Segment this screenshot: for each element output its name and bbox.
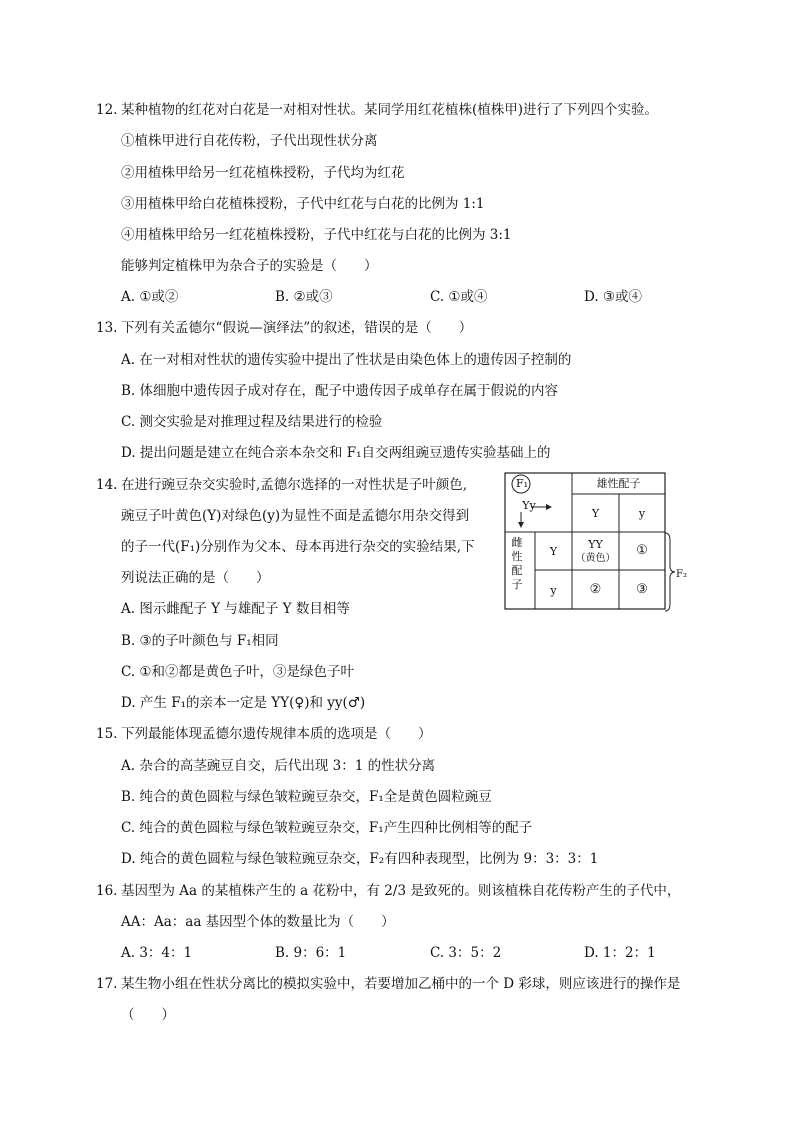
option-a[interactable]: A. 图示雌配子 Y 与雄配子 Y 数目相等 [121,601,350,617]
question-number: 15. [96,726,118,742]
option-c[interactable]: C. 纯合的黄色圆粒与绿色皱粒豌豆杂交，F₁产生四种比例相等的配子 [121,820,533,836]
statement-item: ②用植株甲给另一红花植株授粉，子代均为红花 [121,165,405,181]
female-gamete-header: 雌性配子 [511,536,523,591]
question-stem-line: AA：Aa：aa 基因型个体的数量比为（ ） [121,914,395,930]
male-gamete-y: y [638,507,646,520]
option-d[interactable]: D. 1：2：1 [584,945,656,961]
question-stem-line: 的子一代(F₁)分别作为父本、母本再进行杂交的实验结果,下 [121,539,475,555]
option-b[interactable]: B. 体细胞中遗传因子成对存在，配子中遗传因子成单存在属于假说的内容 [121,383,559,399]
option-b[interactable]: B. 9：6：1 [275,945,347,961]
question-number: 13. [96,320,118,336]
cell-2: ② [589,582,602,597]
option-c[interactable]: C. ①和②都是黄色子叶，③是绿色子叶 [121,664,355,680]
question-number: 17. [96,976,118,992]
option-b[interactable]: B. ③的子叶颜色与 F₁相同 [121,633,279,649]
question-number: 14. [96,477,118,493]
option-b[interactable]: B. 纯合的黄色圆粒与绿色皱粒豌豆杂交，F₁全是黄色圆粒豌豆 [121,789,492,805]
statement-item: ①植株甲进行自花传粉，子代出现性状分离 [121,133,378,149]
option-d[interactable]: D. 产生 F₁的亲本一定是 YY(♀)和 yy(♂) [121,695,366,711]
question-stem: 基因型为 Aa 的某植株产生的 a 花粉中，有 2/3 是致死的。则该植株自花传粉产生的子代中， [121,883,681,899]
question-stem-line: 在进行豌豆杂交实验时,孟德尔选择的一对性状是子叶颜色, [121,477,468,493]
cell-YY-note: （黄色） [575,553,616,564]
option-c[interactable]: C. ①或④ [430,289,488,305]
option-a[interactable]: A. 3：4：1 [121,945,193,961]
question-number: 16. [96,883,118,899]
cell-YY: YY [588,538,603,551]
f2-label: F₂ [676,569,687,580]
female-gamete-Y: Y [549,545,558,558]
punnett-square-figure [504,472,666,610]
option-d[interactable]: D. ③或④ [584,289,643,305]
question-stem: 某种植物的红花对白花是一对相对性状。某同学用红花植株(植株甲)进行了下列四个实验。 [121,102,659,118]
female-gamete-y: y [550,584,557,597]
option-a[interactable]: A. 在一对相对性状的遗传实验中提出了性状是由染色体上的遗传因子控制的 [121,352,572,368]
question-stem-line: （ ） [121,1007,175,1023]
question-stem: 某生物小组在性状分离比的模拟实验中，若要增加乙桶中的一个 D 彩球，则应该进行的操作是 [121,976,681,992]
option-c[interactable]: C. 3：5：2 [430,945,502,961]
statement-item: ③用植株甲给白花植株授粉，子代中红花与白花的比例为 1:1 [121,196,485,212]
option-b[interactable]: B. ②或③ [275,289,333,305]
cell-1: ① [636,543,648,558]
male-gamete-Y: Y [591,507,600,520]
question-stem: 下列有关孟德尔“假说—演绎法”的叙述，错误的是（ ） [121,320,473,336]
question-stem-line: 豌豆子叶黄色(Y)对绿色(y)为显性不面是孟德尔用杂交得到 [121,508,470,524]
male-gamete-header: 雄性配子 [596,477,641,490]
statement-item: ④用植株甲给另一红花植株授粉，子代中红花与白花的比例为 3:1 [121,227,512,243]
question-number: 12. [96,102,118,118]
f1-label: F₁ [515,477,529,490]
option-d[interactable]: D. 纯合的黄色圆粒与绿色皱粒豌豆杂交，F₂有四种表现型，比例为 9：3：3：1 [121,851,599,867]
option-d[interactable]: D. 提出问题是建立在纯合亲本杂交和 F₁自交两组豌豆遗传实验基础上的 [121,445,551,461]
option-a[interactable]: A. 杂合的高茎豌豆自交，后代出现 3：1 的性状分离 [121,758,436,774]
question-ask: 能够判定植株甲为杂合子的实验是（ ） [121,258,378,274]
f2-brace [664,532,676,612]
option-c[interactable]: C. 测交实验是对推理过程及结果进行的检验 [121,414,383,430]
cell-3: ③ [636,582,648,597]
option-a[interactable]: A. ①或② [121,289,179,305]
question-stem-line: 列说法正确的是（ ） [121,570,270,586]
parent-genotype-label: Yy [522,499,536,512]
question-stem: 下列最能体现孟德尔遗传规律本质的选项是（ ） [121,726,432,742]
